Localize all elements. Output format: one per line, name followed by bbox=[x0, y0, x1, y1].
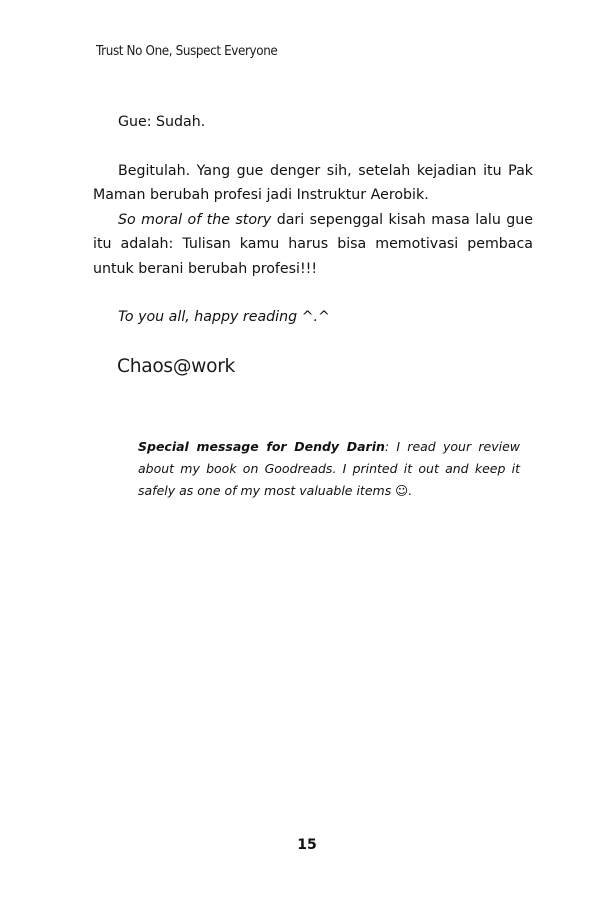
special-message bbox=[138, 436, 520, 502]
special-message-text: : I read your review about my book on Goodreads. I printed it out and keep it safely as one of my most valuable items ☺. bbox=[138, 439, 520, 498]
paragraph-moral bbox=[93, 208, 533, 282]
page-number: 15 bbox=[297, 837, 317, 853]
dialogue-speaker: Gue: bbox=[118, 114, 152, 130]
dialogue-text: Sudah. bbox=[151, 114, 206, 130]
paragraph-begitulah: Begitulah. Yang gue denger sih, setelah kejadian itu Pak Maman berubah profesi jadi Instruktur Aerobik. bbox=[93, 162, 533, 203]
so-word: So bbox=[118, 211, 136, 228]
signature: Chaos@work bbox=[117, 355, 236, 377]
closing-line: To you all, happy reading ^.^ bbox=[118, 309, 330, 325]
special-message-label: Special message for Dendy Darin bbox=[138, 439, 385, 454]
moral-rest: dari sepenggal kisah masa lalu gue itu adalah: Tulisan kamu harus bisa memotivasi pembaca untuk berani berubah profesi!!! bbox=[93, 211, 534, 277]
body-text bbox=[93, 110, 533, 330]
moral-phrase: moral of the story bbox=[141, 211, 272, 228]
dialogue-line bbox=[93, 110, 533, 135]
running-header: Trust No One, Suspect Everyone bbox=[96, 44, 278, 59]
